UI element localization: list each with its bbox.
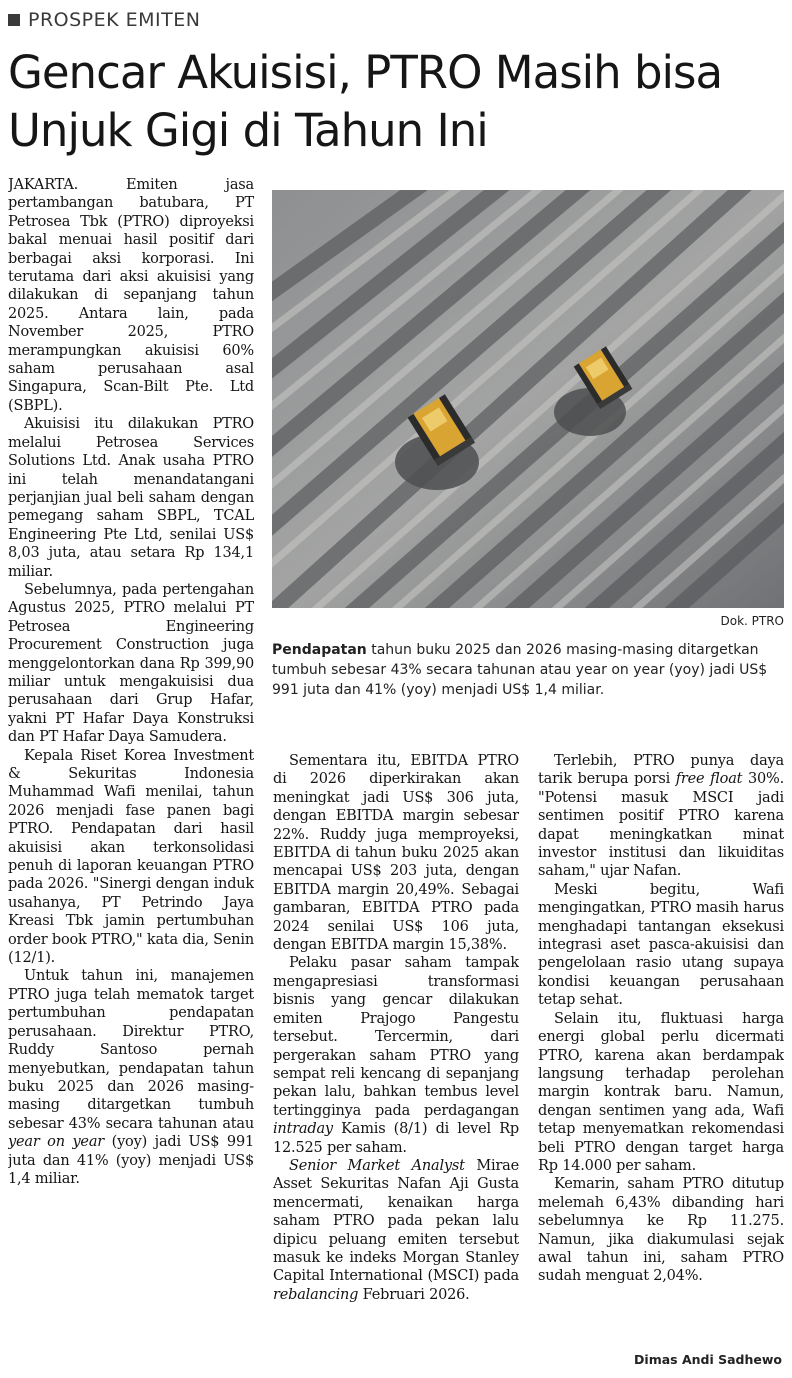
- paragraph-1: JAKARTA. Emiten jasa pertambangan batubara, PT Petrosea Tbk (PTRO) diproyeksi bakal menuai hasil positif dari berbagai aksi korporasi. Ini terutama dari aksi akuisisi yang dilakukan di sepanjang tahun 2025. Antara lain, pada November 2025, PTRO merampungkan akuisisi 60% saham perusahaan asal Singapura, Scan-Bilt Pte. Ltd (SBPL).: [8, 177, 254, 414]
- paragraph-5-emphasis: year on year: [8, 1134, 104, 1151]
- article-photo: [272, 190, 784, 608]
- article-column-1: [8, 176, 254, 1372]
- paragraph-8-text-a: Mirae Asset Sekuritas Nafan Aji Gusta mencermati, kenaikan harga saham PTRO pada pekan lalu dipicu peluang emiten tersebut masuk ke indeks Morgan Stanley Capital International (MSCI) pada: [273, 1157, 519, 1285]
- paragraph-7-text-b: Kamis (8/1) di level Rp 12.525 per saham.: [273, 1121, 519, 1156]
- paragraph-12: Kemarin, saham PTRO ditutup melemah 6,43% dibanding hari sebelumnya ke Rp 11.275. Namun, jika diakumulasi sejak awal tahun ini, saham PTRO sudah menguat 2,04%.: [538, 1176, 784, 1285]
- paragraph-9-text-a: Terlebih, PTRO punya daya tarik berupa porsi: [538, 753, 784, 788]
- paragraph-8: [273, 1157, 519, 1304]
- article-column-2: [273, 752, 519, 1372]
- paragraph-5-text-b: (yoy) jadi US$ 991 juta dan 41% (yoy) menjadi US$ 1,4 miliar.: [8, 1134, 254, 1187]
- paragraph-6: Sementara itu, EBITDA PTRO di 2026 diperkirakan akan meningkat jadi US$ 306 juta, dengan EBITDA margin sebesar 22%. Ruddy juga memproyeksi, EBITDA di tahun buku 2025 akan mencapai US$ 203 juta, dengan EBITDA margin 20,49%. Sebagai gambaran, EBITDA PTRO pada 2024 senilai US$ 106 juta, dengan EBITDA margin 15,38%.: [273, 753, 519, 954]
- paragraph-7: [273, 954, 519, 1156]
- section-rubric: [8, 8, 200, 32]
- caption-lead: Pendapatan: [272, 642, 367, 658]
- paragraph-10: Meski begitu, Wafi mengingatkan, PTRO masih harus menghadapi tantangan eksekusi integrasi aset pasca-akuisisi dan pengelolaan rasio utang supaya kondisi keuangan perusahaan tetap sehat.: [538, 881, 784, 1009]
- paragraph-9: [538, 752, 784, 881]
- paragraph-11: Selain itu, fluktuasi harga energi global perlu dicermati PTRO, karena akan berdampak langsung terhadap perolehan margin kontrak baru. Namun, dengan sentimen yang ada, Wafi tetap menyematkan rekomendasi beli PTRO dengan target harga Rp 14.000 per saham.: [538, 1010, 784, 1174]
- paragraph-8-text-b: Februari 2026.: [358, 1286, 470, 1303]
- paragraph-5-text-a: Untuk tahun ini, manajemen PTRO juga telah mematok target pertumbuhan pendapatan perusahaan. Direktur PTRO, Ruddy Santoso pernah menyebutkan, pendapatan tahun buku 2025 dan 2026 masing-masing ditargetkan tumbuh sebesar 43% secara tahunan atau: [8, 968, 254, 1132]
- caption-text: tahun buku 2025 dan 2026 masing-masing ditargetkan tumbuh sebesar 43% secara tahunan atau year on year (yoy) jadi US$ 991 juta dan 41% (yoy) menjadi US$ 1,4 miliar.: [272, 642, 768, 698]
- photo-caption: [272, 640, 784, 700]
- paragraph-8-emphasis-2: rebalancing: [273, 1286, 359, 1303]
- author-byline: Dimas Andi Sadhewo: [634, 1352, 782, 1367]
- article-column-3: [538, 752, 784, 1342]
- paragraph-7-emphasis: intraday: [273, 1121, 333, 1138]
- paragraph-4: Kepala Riset Korea Investment & Sekuritas Indonesia Muhammad Wafi menilai, tahun 2026 menjadi fase panen bagi PTRO. Pendapatan dari hasil akuisisi akan terkonsolidasi penuh di laporan keuangan PTRO pada 2026. "Sinergi dengan induk usahanya, PT Petrindo Jaya Kreasi Tbk jamin pertumbuhan order book PTRO," kata dia, Senin (12/1).: [8, 747, 254, 967]
- paragraph-9-text-b: 30%. "Potensi masuk MSCI jadi sentimen positif PTRO karena dapat meningkatkan minat investor institusi dan likuiditas saham," ujar Nafan.: [538, 771, 784, 880]
- paragraph-9-emphasis: free float: [675, 771, 743, 788]
- paragraph-5: [8, 967, 254, 1188]
- paragraph-2: Akuisisi itu dilakukan PTRO melalui Petrosea Services Solutions Ltd. Anak usaha PTRO ini telah menandatangani perjanjian jual beli saham dengan pemegang saham SBPL, TCAL Engineering Pte Ltd, senilai US$ 8,03 juta, atau setara Rp 134,1 miliar.: [8, 416, 254, 580]
- photo-credit: Dok. PTRO: [720, 614, 784, 628]
- headline: Gencar Akuisisi, PTRO Masih bisa Unjuk Gigi di Tahun Ini: [8, 46, 723, 157]
- paragraph-8-emphasis: Senior Market Analyst: [289, 1157, 465, 1174]
- paragraph-7-text-a: Pelaku pasar saham tampak mengapresiasi transformasi bisnis yang gencar dilakukan emiten Prajogo Pangestu tersebut. Tercermin, dari pergerakan saham PTRO yang sempat reli kencang di sepanjang pekan lalu, bahkan tembus level tertingginya pada perdagangan: [273, 955, 519, 1119]
- square-bullet-icon: [8, 14, 20, 26]
- paragraph-3: Sebelumnya, pada pertengahan Agustus 2025, PTRO melalui PT Petrosea Engineering Procurement Construction juga menggelontorkan dana Rp 399,90 miliar untuk mengakuisisi dua perusahaan dari Grup Hafar, yakni PT Hafar Daya Konstruksi dan PT Hafar Daya Samudera.: [8, 581, 254, 746]
- bulldozers-on-mine-field-image: [272, 190, 784, 608]
- rubric-label: PROSPEK EMITEN: [28, 9, 201, 31]
